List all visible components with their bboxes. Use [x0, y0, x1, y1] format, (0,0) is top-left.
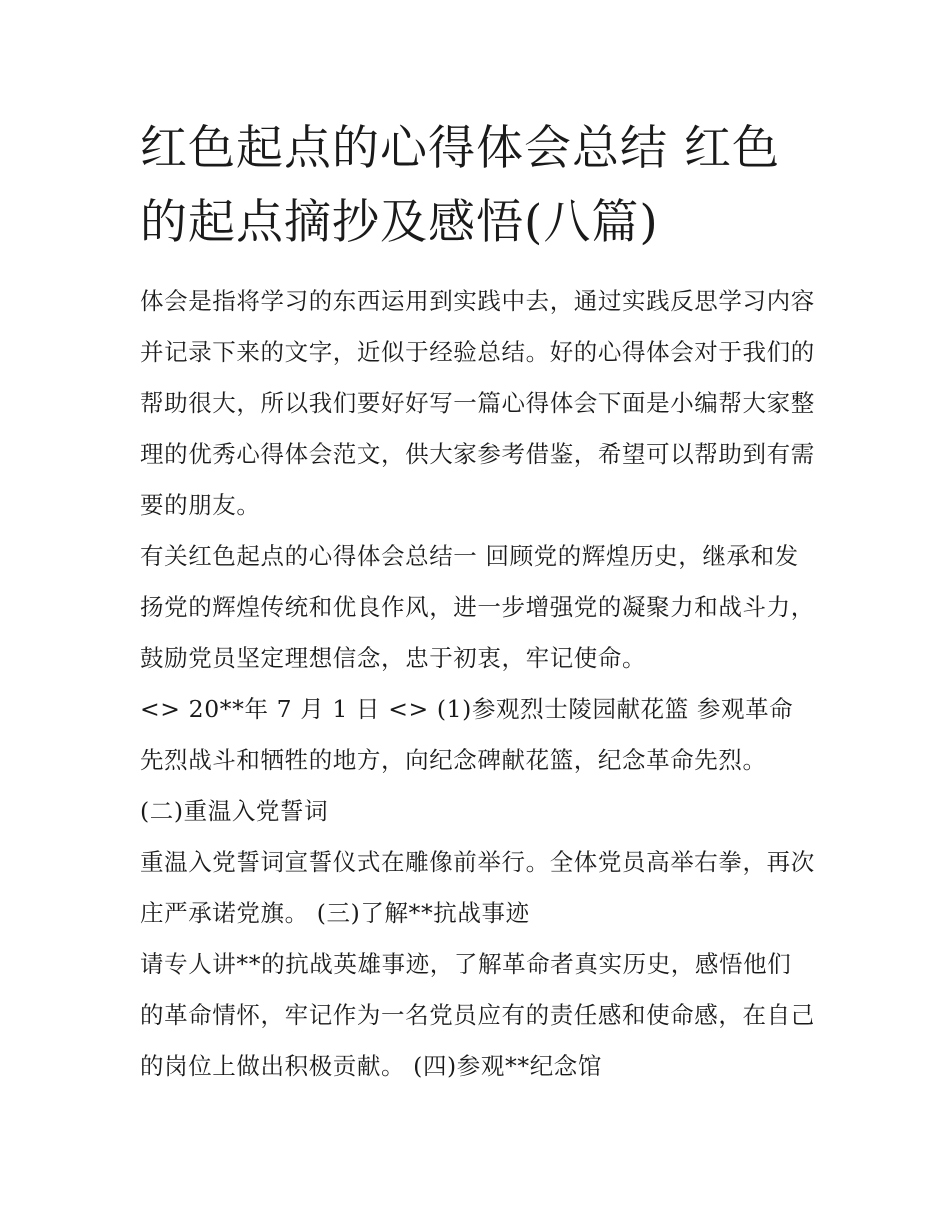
paragraph-summary-one: 有关红色起点的心得体会总结一 回顾党的辉煌历史，继承和发扬党的辉煌传统和优良作风，进一步增强党的凝聚力和战斗力，鼓励党员坚定理想信念，忠于初衷，牢记使命。 [140, 542, 815, 672]
document-title: 红色起点的心得体会总结 红色的起点摘抄及感悟(八篇) [140, 121, 780, 250]
document-body [140, 276, 815, 1092]
paragraph-history: 请专人讲**的抗战英雄事迹，了解革命者真实历史，感悟他们的革命情怀，牢记作为一名党员应有的责任感和使命感，在自己的岗位上做出积极贡献。 (四)参观**纪念馆 [140, 950, 815, 1080]
paragraph-schedule: <> 20**年 7 月 1 日 <> (1)参观烈士陵园献花篮 参观革命先烈战斗和牺牲的地方，向纪念碑献花篮，纪念革命先烈。 (二)重温入党誓词 [140, 695, 794, 825]
paragraph-intro: 体会是指将学习的东西运用到实践中去，通过实践反思学习内容并记录下来的文字，近似于经验总结。好的心得体会对于我们的帮助很大，所以我们要好好写一篇心得体会下面是小编帮大家整理的优秀心得体会范文，供大家参考借鉴，希望可以帮助到有需要的朋友。 [140, 287, 815, 519]
document-page [140, 112, 815, 1092]
paragraph-oath: 重温入党誓词宣誓仪式在雕像前举行。全体党员高举右拳，再次庄严承诺党旗。 (三)了解**抗战事迹 [140, 848, 815, 927]
